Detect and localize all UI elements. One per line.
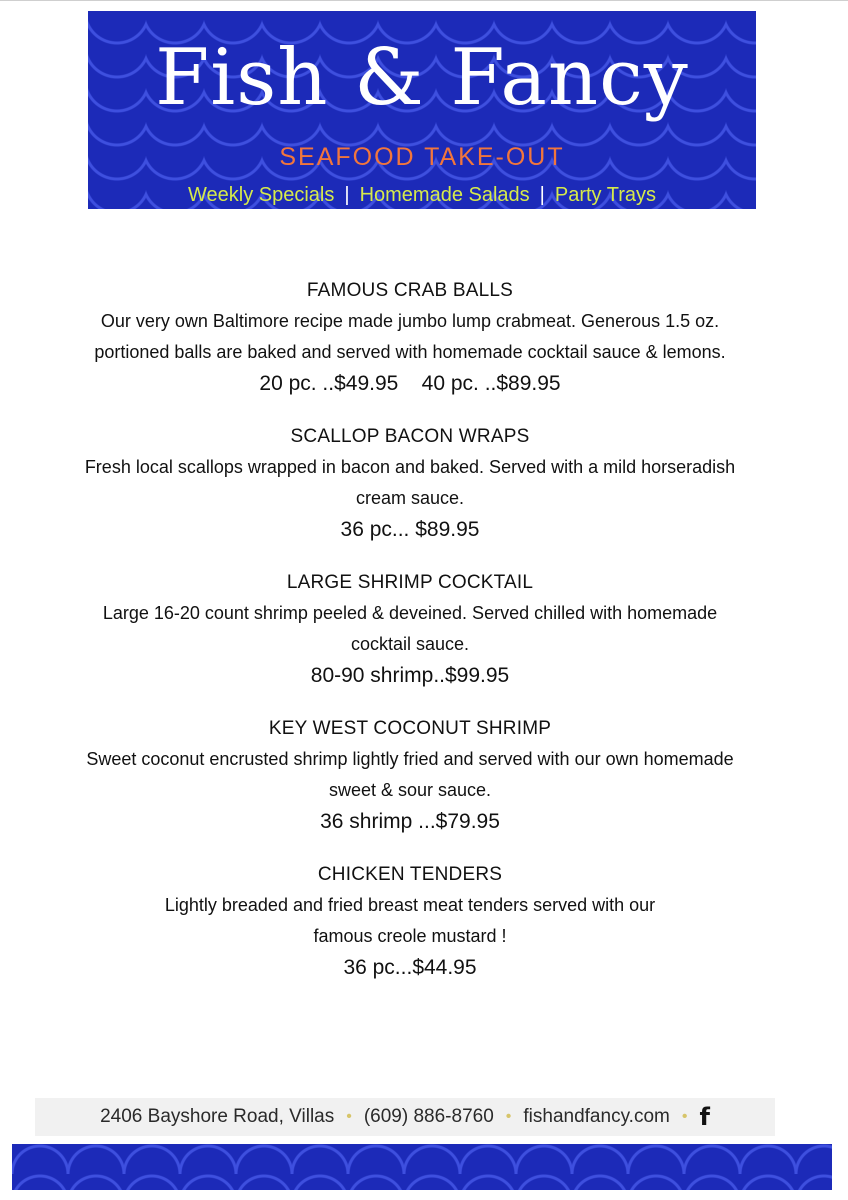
- facebook-icon[interactable]: f: [699, 1103, 710, 1131]
- item-name: CHICKEN TENDERS: [317, 864, 503, 885]
- item-description-line: Large 16-20 count shrimp peeled & deveined. Served chilled with homemade: [102, 603, 718, 623]
- menu-list: [40, 276, 780, 1006]
- link-separator: |: [344, 184, 350, 206]
- address: 2406 Bayshore Road, Villas: [100, 1106, 335, 1127]
- link-homemade-salads: Homemade Salads: [359, 184, 530, 206]
- item-price: 36 pc... $89.95: [340, 518, 480, 541]
- item-description: [40, 598, 780, 660]
- link-weekly-specials: Weekly Specials: [188, 184, 335, 206]
- menu-item-coconut-shrimp: [40, 714, 780, 838]
- item-description: [40, 890, 780, 952]
- item-description-line: Sweet coconut encrusted shrimp lightly fried and served with our own homemade: [86, 749, 734, 769]
- link-party-trays: Party Trays: [554, 184, 656, 206]
- item-name: FAMOUS CRAB BALLS: [306, 280, 514, 301]
- link-separator: |: [539, 184, 545, 206]
- brand-title: Fish & Fancy: [155, 33, 689, 123]
- item-description: [40, 452, 780, 514]
- website-link[interactable]: fishandfancy.com: [523, 1106, 670, 1127]
- footer-separator: •: [681, 1108, 688, 1125]
- menu-item-chicken-tenders: [40, 860, 780, 984]
- banner-links: [88, 182, 756, 208]
- item-name: SCALLOP BACON WRAPS: [290, 426, 530, 447]
- menu-item-scallop-bacon-wraps: [40, 422, 780, 546]
- menu-item-shrimp-cocktail: [40, 568, 780, 692]
- item-price: 80-90 shrimp..$99.95: [310, 664, 510, 687]
- top-divider: [0, 0, 848, 1]
- item-description-line: cocktail sauce.: [350, 634, 470, 654]
- item-price: 36 pc...$44.95: [343, 956, 477, 979]
- item-description-line: portioned balls are baked and served with homemade cocktail sauce & lemons.: [94, 342, 726, 362]
- item-description-line: sweet & sour sauce.: [328, 780, 492, 800]
- item-price: 36 shrimp ...$79.95: [320, 810, 500, 833]
- header-banner: [88, 11, 756, 209]
- item-description-line: famous creole mustard !: [313, 926, 507, 946]
- footer-wave-bar: [12, 1144, 832, 1190]
- contact-footer: [35, 1098, 775, 1136]
- item-name: KEY WEST COCONUT SHRIMP: [268, 718, 552, 739]
- item-description-line: Fresh local scallops wrapped in bacon and baked. Served with a mild horseradish: [84, 457, 736, 477]
- item-name: LARGE SHRIMP COCKTAIL: [286, 572, 534, 593]
- item-description: [40, 744, 780, 806]
- item-description: [40, 306, 780, 368]
- phone-number[interactable]: (609) 886-8760: [363, 1106, 494, 1127]
- item-price: 20 pc. ..$49.95 40 pc. ..$89.95: [259, 372, 561, 395]
- item-description-line: cream sauce.: [355, 488, 465, 508]
- footer-separator: •: [346, 1108, 352, 1125]
- item-description-line: Lightly breaded and fried breast meat tenders served with our: [164, 895, 656, 915]
- menu-item-crab-balls: [40, 276, 780, 400]
- item-description-line: Our very own Baltimore recipe made jumbo lump crabmeat. Generous 1.5 oz.: [100, 311, 720, 331]
- footer-separator: •: [505, 1108, 512, 1125]
- brand-subtitle: SEAFOOD TAKE-OUT: [279, 143, 565, 171]
